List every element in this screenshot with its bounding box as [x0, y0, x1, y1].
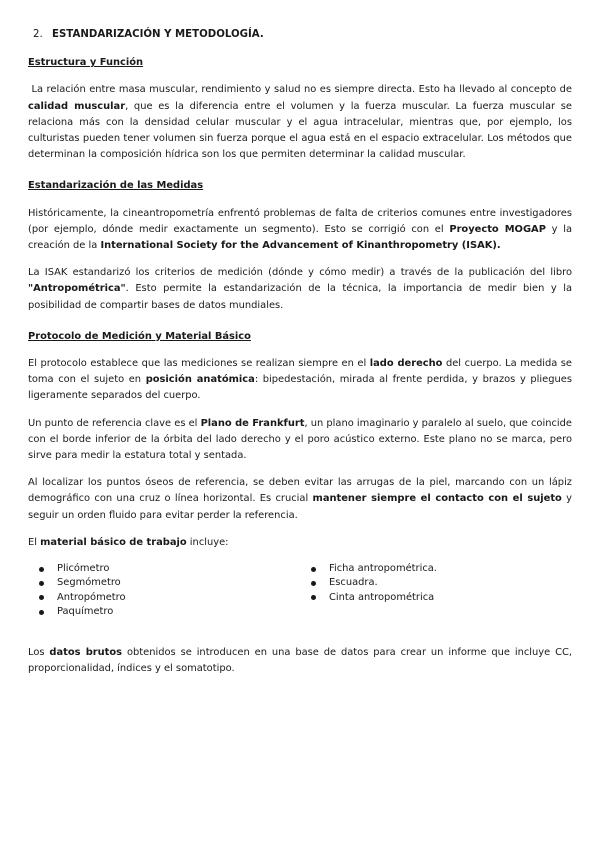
bold-term: International Society for the Advancement of Kinanthropometry (ISAK). [100, 240, 501, 252]
text-run: Históricamente, la cineantropometría enfrentó problemas de falta de criterios comunes entre investigadores (por ejemplo, dónde medir exactamente un segmento). Esto se corrigió con el [28, 207, 572, 235]
bold-term: datos brutos [49, 647, 123, 659]
paragraph-historia [28, 206, 572, 255]
text-run: , que es la diferencia entre el volumen y la fuerza muscular. La fuerza muscular se relaciona más con la densidad celular muscular y el agua intracelular, mientras que, por ejemplo, los culturistas pueden tener volumen sin fuerza porque el agua está en el espacio extracelular. Los métodos que determinan la composición hídrica son los que permiten determinar la calidad muscular. [28, 100, 573, 161]
section-title: ESTANDARIZACIÓN Y METODOLOGÍA. [52, 29, 264, 40]
text-run: Al localizar los puntos óseos de referencia, se deben evitar las arrugas de la piel, marcando con un lápiz demográfico con una cruz o línea horizontal. Es crucial [28, 477, 572, 505]
subheading-protocolo: Protocolo de Medición y Material Básico [28, 330, 251, 342]
text-run: El [28, 536, 41, 548]
text-run: Los [28, 647, 50, 659]
text-run: La relación entre masa muscular, rendimiento y salud no es siempre directa. Esto ha llevado al concepto de [31, 84, 572, 96]
document-page [28, 27, 572, 689]
material-list [28, 562, 572, 619]
list-item-label: Ficha antropométrica. [329, 563, 437, 575]
material-list-right [300, 562, 572, 619]
paragraph-material-intro [28, 535, 572, 551]
paragraph-protocolo [28, 356, 572, 405]
list-item-label: Paquímetro [57, 606, 114, 618]
section-number: 2. [33, 29, 43, 40]
bold-term: material básico de trabajo [40, 536, 187, 548]
paragraph-isak [28, 265, 572, 314]
list-item-label: Antropómetro [57, 591, 126, 603]
bullet-icon [311, 595, 316, 600]
text-run: incluye: [186, 536, 229, 548]
subheading-estructura: Estructura y Función [28, 57, 144, 69]
text-run: obtenidos se introducen en una base de datos para crear un informe que incluye CC, proporcionalidad, índices y el somatotipo. [28, 647, 572, 675]
list-item-label: Escuadra. [329, 577, 378, 589]
bold-term: mantener siempre el contacto con el sujeto [312, 493, 562, 505]
text-run: La ISAK estandarizó los criterios de medición (dónde y cómo medir) a través de la publicación del libro [28, 267, 572, 279]
bullet-icon [311, 581, 316, 586]
subheading-estandarizacion: Estandarización de las Medidas [28, 180, 204, 192]
text-run: y la creación de la [28, 223, 572, 252]
list-item [28, 562, 300, 576]
bold-term: Proyecto MOGAP [449, 223, 546, 235]
bold-term: lado derecho [369, 358, 443, 370]
text-run: : bipedestación, mirada al frente perdida, y brazos y pliegues ligeramente separados del cuerpo. [28, 374, 572, 402]
text-run: El protocolo establece que las mediciones se realizan siempre en el [28, 358, 370, 370]
section-heading [28, 27, 572, 43]
list-item [28, 576, 300, 590]
bullet-icon [39, 595, 44, 600]
text-run: . Esto permite la estandarización de la técnica, la importancia de medir bien y la posibilidad de compartir bases de datos mundiales. [28, 283, 572, 311]
bullet-icon [39, 581, 44, 586]
bullet-icon [39, 610, 44, 615]
list-item-label: Segmómetro [57, 577, 121, 589]
list-item [28, 591, 300, 605]
text-run: Un punto de referencia clave es el [28, 417, 201, 429]
paragraph-frankfurt [28, 416, 572, 465]
list-item [300, 576, 572, 590]
text-run: del cuerpo. La medida se toma con el sujeto en [28, 358, 573, 386]
bold-term: Plano de Frankfurt [200, 417, 305, 429]
text-run: y seguir un orden fluido para evitar perder la referencia. [28, 493, 572, 521]
paragraph-puntos-oseos [28, 475, 572, 524]
material-list-left [28, 562, 300, 619]
bold-term: "Antropométrica" [28, 283, 126, 295]
list-item [28, 605, 300, 619]
list-item [300, 591, 572, 605]
list-item-label: Plicómetro [57, 563, 110, 575]
list-item [300, 562, 572, 576]
bullet-icon [39, 567, 44, 572]
text-run: , un plano imaginario y paralelo al suelo, que coincide con el borde inferior de la órbita del lado derecho y el poro acústico externo. Este plano no se marca, pero sirve para medir la estatura total y sentada. [28, 417, 572, 462]
list-item-label: Cinta antropométrica [329, 591, 435, 603]
paragraph-datos-brutos [28, 645, 572, 677]
bold-term: calidad muscular [28, 100, 126, 112]
bullet-icon [311, 567, 316, 572]
bold-term: posición anatómica [145, 374, 255, 386]
paragraph-calidad-muscular [28, 82, 572, 163]
